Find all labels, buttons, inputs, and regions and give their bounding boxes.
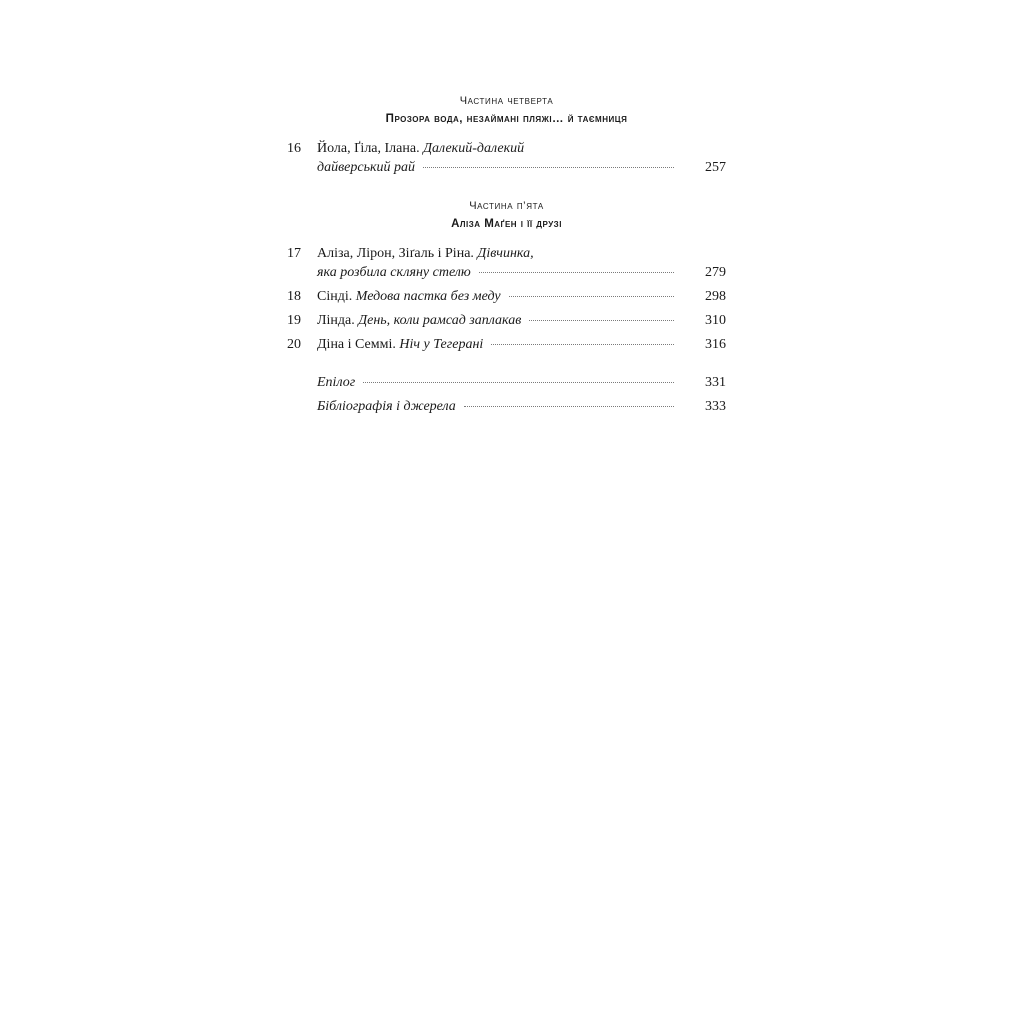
chapter-names: Лінда. — [317, 313, 355, 328]
chapter-number: 16 — [287, 141, 301, 156]
epilogue-title: Епілог — [317, 375, 356, 390]
page-number: 331 — [705, 375, 726, 390]
page-number: 333 — [705, 399, 726, 414]
chapter-title: Ніч у Тегерані — [399, 337, 484, 352]
chapter-title: День, коли рамсад заплакав — [358, 313, 522, 328]
dot-leader — [479, 271, 674, 273]
part-label: Частина четверта — [459, 95, 554, 107]
chapter-number: 17 — [287, 246, 301, 261]
chapter-title: Дівчинка, — [477, 246, 534, 261]
chapter-title-continued: яка розбила скляну стелю — [317, 265, 471, 280]
chapter-names: Йола, Ґіла, Ілана. — [317, 141, 420, 156]
chapter-names: Сінді. — [317, 289, 353, 304]
part-title: Аліза Маґен і її друзі — [451, 218, 562, 230]
part-label: Частина п’ята — [469, 200, 544, 212]
chapter-title-continued: дайверський рай — [317, 160, 416, 175]
chapter-names: Діна і Семмі. — [317, 337, 396, 352]
part-title: Прозора вода, незаймані пляжі… й таємниця — [385, 113, 628, 125]
page-number: 316 — [705, 337, 726, 352]
dot-leader — [509, 295, 674, 297]
page-number: 257 — [705, 160, 726, 175]
dot-leader — [423, 166, 674, 168]
chapter-number: 19 — [287, 313, 301, 328]
chapter-title: Далекий-далекий — [423, 141, 525, 156]
page-number: 279 — [705, 265, 726, 280]
dot-leader — [491, 343, 674, 345]
chapter-number: 18 — [287, 289, 301, 304]
chapter-title: Медова пастка без меду — [355, 289, 501, 304]
dot-leader — [363, 381, 674, 383]
dot-leader — [529, 319, 674, 321]
chapter-number: 20 — [287, 337, 301, 352]
page-number: 298 — [705, 289, 726, 304]
chapter-names: Аліза, Лірон, Зіґаль і Ріна. — [317, 246, 474, 261]
dot-leader — [464, 405, 674, 407]
page-number: 310 — [705, 313, 726, 328]
bibliography-title: Бібліографія і джерела — [317, 399, 456, 414]
